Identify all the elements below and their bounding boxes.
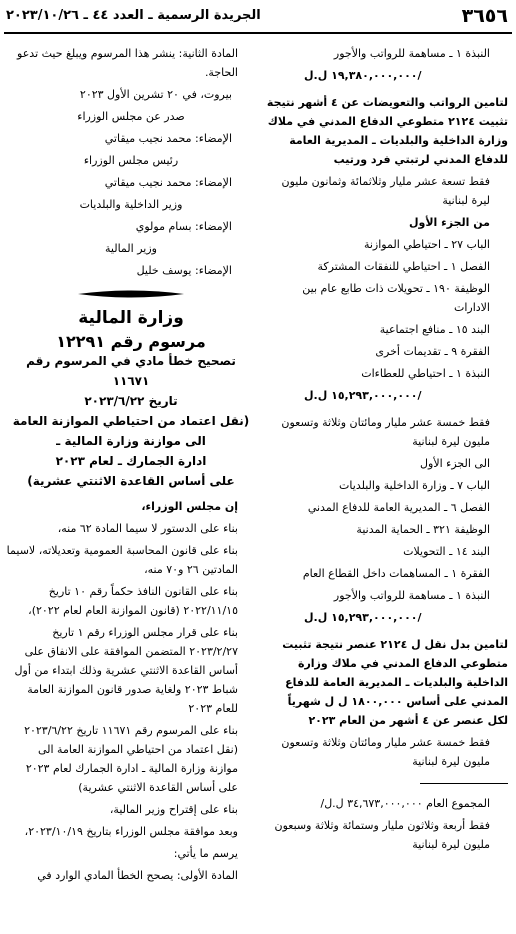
right-column [264, 44, 508, 857]
body-paragraph: يرسم ما يأتي: [173, 847, 238, 860]
separator-line [420, 783, 508, 784]
text-line: فقط خمسة عشر مليار ومائتان وثلاثة وتسعون مليون ليرة لبنانية [281, 736, 490, 768]
text-line: الفقرة ٩ ـ تقديمات أخرى [375, 345, 490, 358]
body-paragraph: بناء على قرار مجلس الوزراء رقم ١ تاريخ ٢٠٢٣/٢/٢٧ المتضمن الموافقة على الانفاق على أساس القاعدة الاثنتي عشرية وذلك ابتداء من أول شباط ٢٠٢٣ ولغاية صدور قانون الموازنة العامة للعام ٢٠٢٣ [14, 626, 238, 715]
text-line: البند ١٥ ـ منافع اجتماعية [379, 323, 490, 336]
text-line: الباب ٧ ـ وزارة الداخلية والبلديات [339, 479, 490, 492]
right-column-lines [264, 44, 508, 854]
decree-heading-line: (نقل اعتماد من احتياطي الموازنة العامة [12, 414, 250, 428]
signature-line: الإمضاء: يوسف خليل [136, 264, 232, 277]
text-line: ١٥,٢٩٣,٠٠٠,٠٠٠ ل.ل/ [304, 611, 422, 624]
body-paragraph: إن مجلس الوزراء، [141, 500, 238, 513]
signature-line: وزير المالية [105, 242, 157, 255]
left-column-signatures [6, 44, 256, 280]
signature-line: بيروت، في ٢٠ تشرين الأول ٢٠٢٣ [79, 88, 232, 101]
text-line: الفصل ١ ـ احتياطي للنفقات المشتركة [317, 260, 490, 273]
body-paragraph: بناء على المرسوم رقم ١١٦٧١ تاريخ ٢٠٢٣/٦/٢٢ (نقل اعتماد من احتياطي الموازنة العامة الى موازنة وزارة المالية ـ ادارة الجمارك لعام ٢٠٢٣ على أساس القاعدة الاثنتي عشرية) [24, 724, 238, 794]
journal-title: الجريدة الرسمية ـ العدد ٤٤ ـ ٢٠٢٣/١٠/٢٦ [6, 8, 261, 23]
decree-heading-line: على أساس القاعدة الاثنتي عشرية) [27, 474, 235, 488]
text-line: النبذة ١ ـ احتياطي للعطاءات [361, 367, 490, 380]
text-line: الباب ٢٧ ـ احتياطي الموازنة [363, 238, 490, 251]
signature-line: الإمضاء: محمد نجيب ميقاتي [104, 176, 232, 189]
text-line: ١٩,٣٨٠,٠٠٠,٠٠٠ ل.ل/ [304, 69, 422, 82]
signature-line: الإمضاء: بسام مولوي [135, 220, 232, 233]
decree-body [6, 497, 256, 885]
body-paragraph: بناء على قانون المحاسبة العمومية وتعديلاته، لاسيما المادتين ٢٦ و٧٠ منه، [6, 544, 238, 576]
left-column [6, 44, 256, 888]
ministry-title: وزارة المالية [78, 308, 184, 328]
text-line: البند ١٤ ـ التحويلات [403, 545, 490, 558]
body-paragraph: بناء على القانون النافذ حكماً رقم ١٠ تاريخ ٢٠٢٢/١١/١٥ (قانون الموازنة العام لعام ٢٠٢٢)، [28, 585, 238, 617]
page-header [0, 0, 516, 36]
decree-heading-line: تاريخ ٢٠٢٣/٦/٢٢ [84, 394, 178, 408]
body-paragraph: وبعد موافقة مجلس الوزراء بتاريخ ٢٠٢٣/١٠/١٩، [24, 825, 238, 838]
text-line: فقط خمسة عشر مليار ومائتان وثلاثة وتسعون مليون ليرة لبنانية [281, 416, 490, 448]
text-line: الوظيفة ١٩٠ ـ تحويلات ذات طابع عام بين الادارات [302, 282, 490, 314]
signature-line: الإمضاء: محمد نجيب ميقاتي [104, 132, 232, 145]
decree-heading [6, 351, 256, 491]
signature-line: صدر عن مجلس الوزراء [77, 110, 185, 123]
header-rule [4, 32, 512, 34]
body-paragraph: المادة الأولى: يصحح الخطأ المادي الوارد في [37, 869, 238, 882]
text-line: النبذة ١ ـ مساهمة للرواتب والأجور [333, 589, 490, 602]
signature-line: المادة الثانية: ينشر هذا المرسوم ويبلغ حيث تدعو الحاجة. [17, 47, 238, 79]
body-paragraph: بناء على إقتراح وزير المالية، [109, 803, 238, 816]
text-line: لتامين بدل نقل ل ٢١٢٤ عنصر نتيجة تثبيت متطوعي الدفاع المدني في ملاك وزارة الداخلية والبلديات ـ المديرية العامة للدفاع المدني على أساس ١٨٠٠,٠٠٠ ل ل شهرياً لكل عنصر عن ٤ أشهر من العام ٢٠٢٣ [282, 638, 508, 727]
text-line: الفقرة ١ ـ المساهمات داخل القطاع العام [302, 567, 490, 580]
decree-heading-line: تصحيح خطأ مادي في المرسوم رقم ١١٦٧١ [26, 354, 236, 388]
decree-heading-line: الى موازنة وزارة المالية ـ [56, 434, 206, 448]
text-line: الوظيفة ٣٢١ ـ الحماية المدنية [356, 523, 490, 536]
text-line: فقط تسعة عشر مليار وثلاثمائة وثمانون مليون ليرة لبنانية [281, 175, 490, 207]
text-line: الفصل ٦ ـ المديرية العامة للدفاع المدني [307, 501, 490, 514]
signature-line: وزير الداخلية والبلديات [79, 198, 183, 211]
decree-heading-line: ادارة الجمارك ـ لعام ٢٠٢٣ [55, 454, 207, 468]
text-line: المجموع العام ٣٤,٦٧٣,٠٠٠,٠٠٠ ل.ل/ [320, 797, 490, 810]
text-line: النبذة ١ ـ مساهمة للرواتب والأجور [333, 47, 490, 60]
text-line: من الجزء الأول [408, 216, 490, 229]
text-line: الى الجزء الأول [420, 457, 490, 470]
text-line: فقط أربعة وثلاثون مليار وستمائة وثلاثة وسبعون مليون ليرة لبنانية [274, 819, 490, 851]
body-paragraph: بناء على الدستور لا سيما المادة ٦٢ منه، [57, 522, 238, 535]
signature-line: رئيس مجلس الوزراء [83, 154, 179, 167]
decree-number: مرسوم رقم ١٢٢٩١ [56, 332, 206, 351]
text-line: لتامين الرواتب والتعويضات عن ٤ أشهر نتيجة تثبيت ٢١٢٤ متطوعي الدفاع المدني في ملاك وزارة الداخلية والبلديات ـ المديرية العامة للدفاع المدني لرتبتي فرد ورتيب [266, 96, 508, 166]
page-number: ٣٦٥٦ [461, 5, 508, 27]
text-line: ١٥,٢٩٣,٠٠٠,٠٠٠ ل.ل/ [304, 389, 422, 402]
ornament-divider-icon [6, 286, 256, 305]
